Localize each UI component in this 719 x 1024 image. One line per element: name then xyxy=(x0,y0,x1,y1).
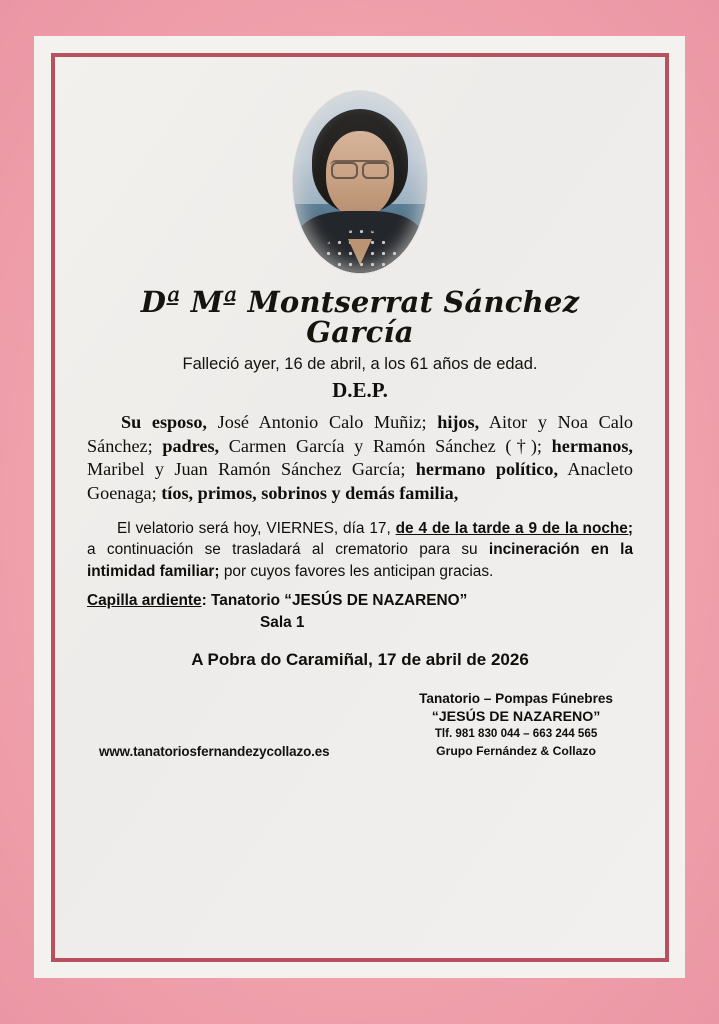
funeral-home-block xyxy=(419,690,631,761)
portrait-container xyxy=(85,91,635,273)
portrait-photo xyxy=(293,91,427,273)
funeral-home-phone: Tlf. 981 830 044 – 663 244 565 xyxy=(434,727,598,741)
notice-inner-rule xyxy=(51,53,669,962)
notice-footer xyxy=(85,690,635,761)
chapel-label: Capilla ardiente xyxy=(87,592,202,610)
notice-mat xyxy=(34,36,685,978)
family-paragraph: Su esposo, José Antonio Calo Muñiz; hijos, Aitor y Noa Calo Sánchez; padres, Carmen García y Ramón Sánchez (†); hermanos, Maribel y Juan Ramón Sánchez García; hermano político, Anacleto Goenaga; tíos, primos, sobrinos y demás familia, xyxy=(87,411,633,503)
website-link[interactable]: www.tanatoriosfernandezycollazo.es xyxy=(99,744,330,760)
chapel-line xyxy=(85,591,635,612)
notice-sheet xyxy=(55,57,665,958)
death-line: Falleció ayer, 16 de abril, a los 61 años de edad. xyxy=(182,354,538,373)
place-and-date: A Pobra do Caramiñal, 17 de abril de 2026 xyxy=(191,649,529,669)
funeral-home-name: “JESÚS DE NAZARENO” xyxy=(431,708,601,725)
chapel-value: : Tanatorio “JESÚS DE NAZARENO” xyxy=(201,592,468,610)
funeral-home-group: Grupo Fernández & Collazo xyxy=(436,743,596,758)
funeral-home-type: Tanatorio – Pompas Fúnebres xyxy=(419,690,613,706)
wake-paragraph: El velatorio será hoy, VIERNES, día 17, de 4 de la tarde a 9 de la noche; a continuación se trasladará al crematorio para su incineración en la intimidad familiar; por cuyos favores les anticipan gracias. xyxy=(87,519,634,580)
deceased-name: Dª Mª Montserrat Sánchez García xyxy=(140,285,580,350)
chapel-room: Sala 1 xyxy=(260,613,305,631)
portrait-vignette xyxy=(293,91,427,273)
dep-label: D.E.P. xyxy=(332,377,388,402)
